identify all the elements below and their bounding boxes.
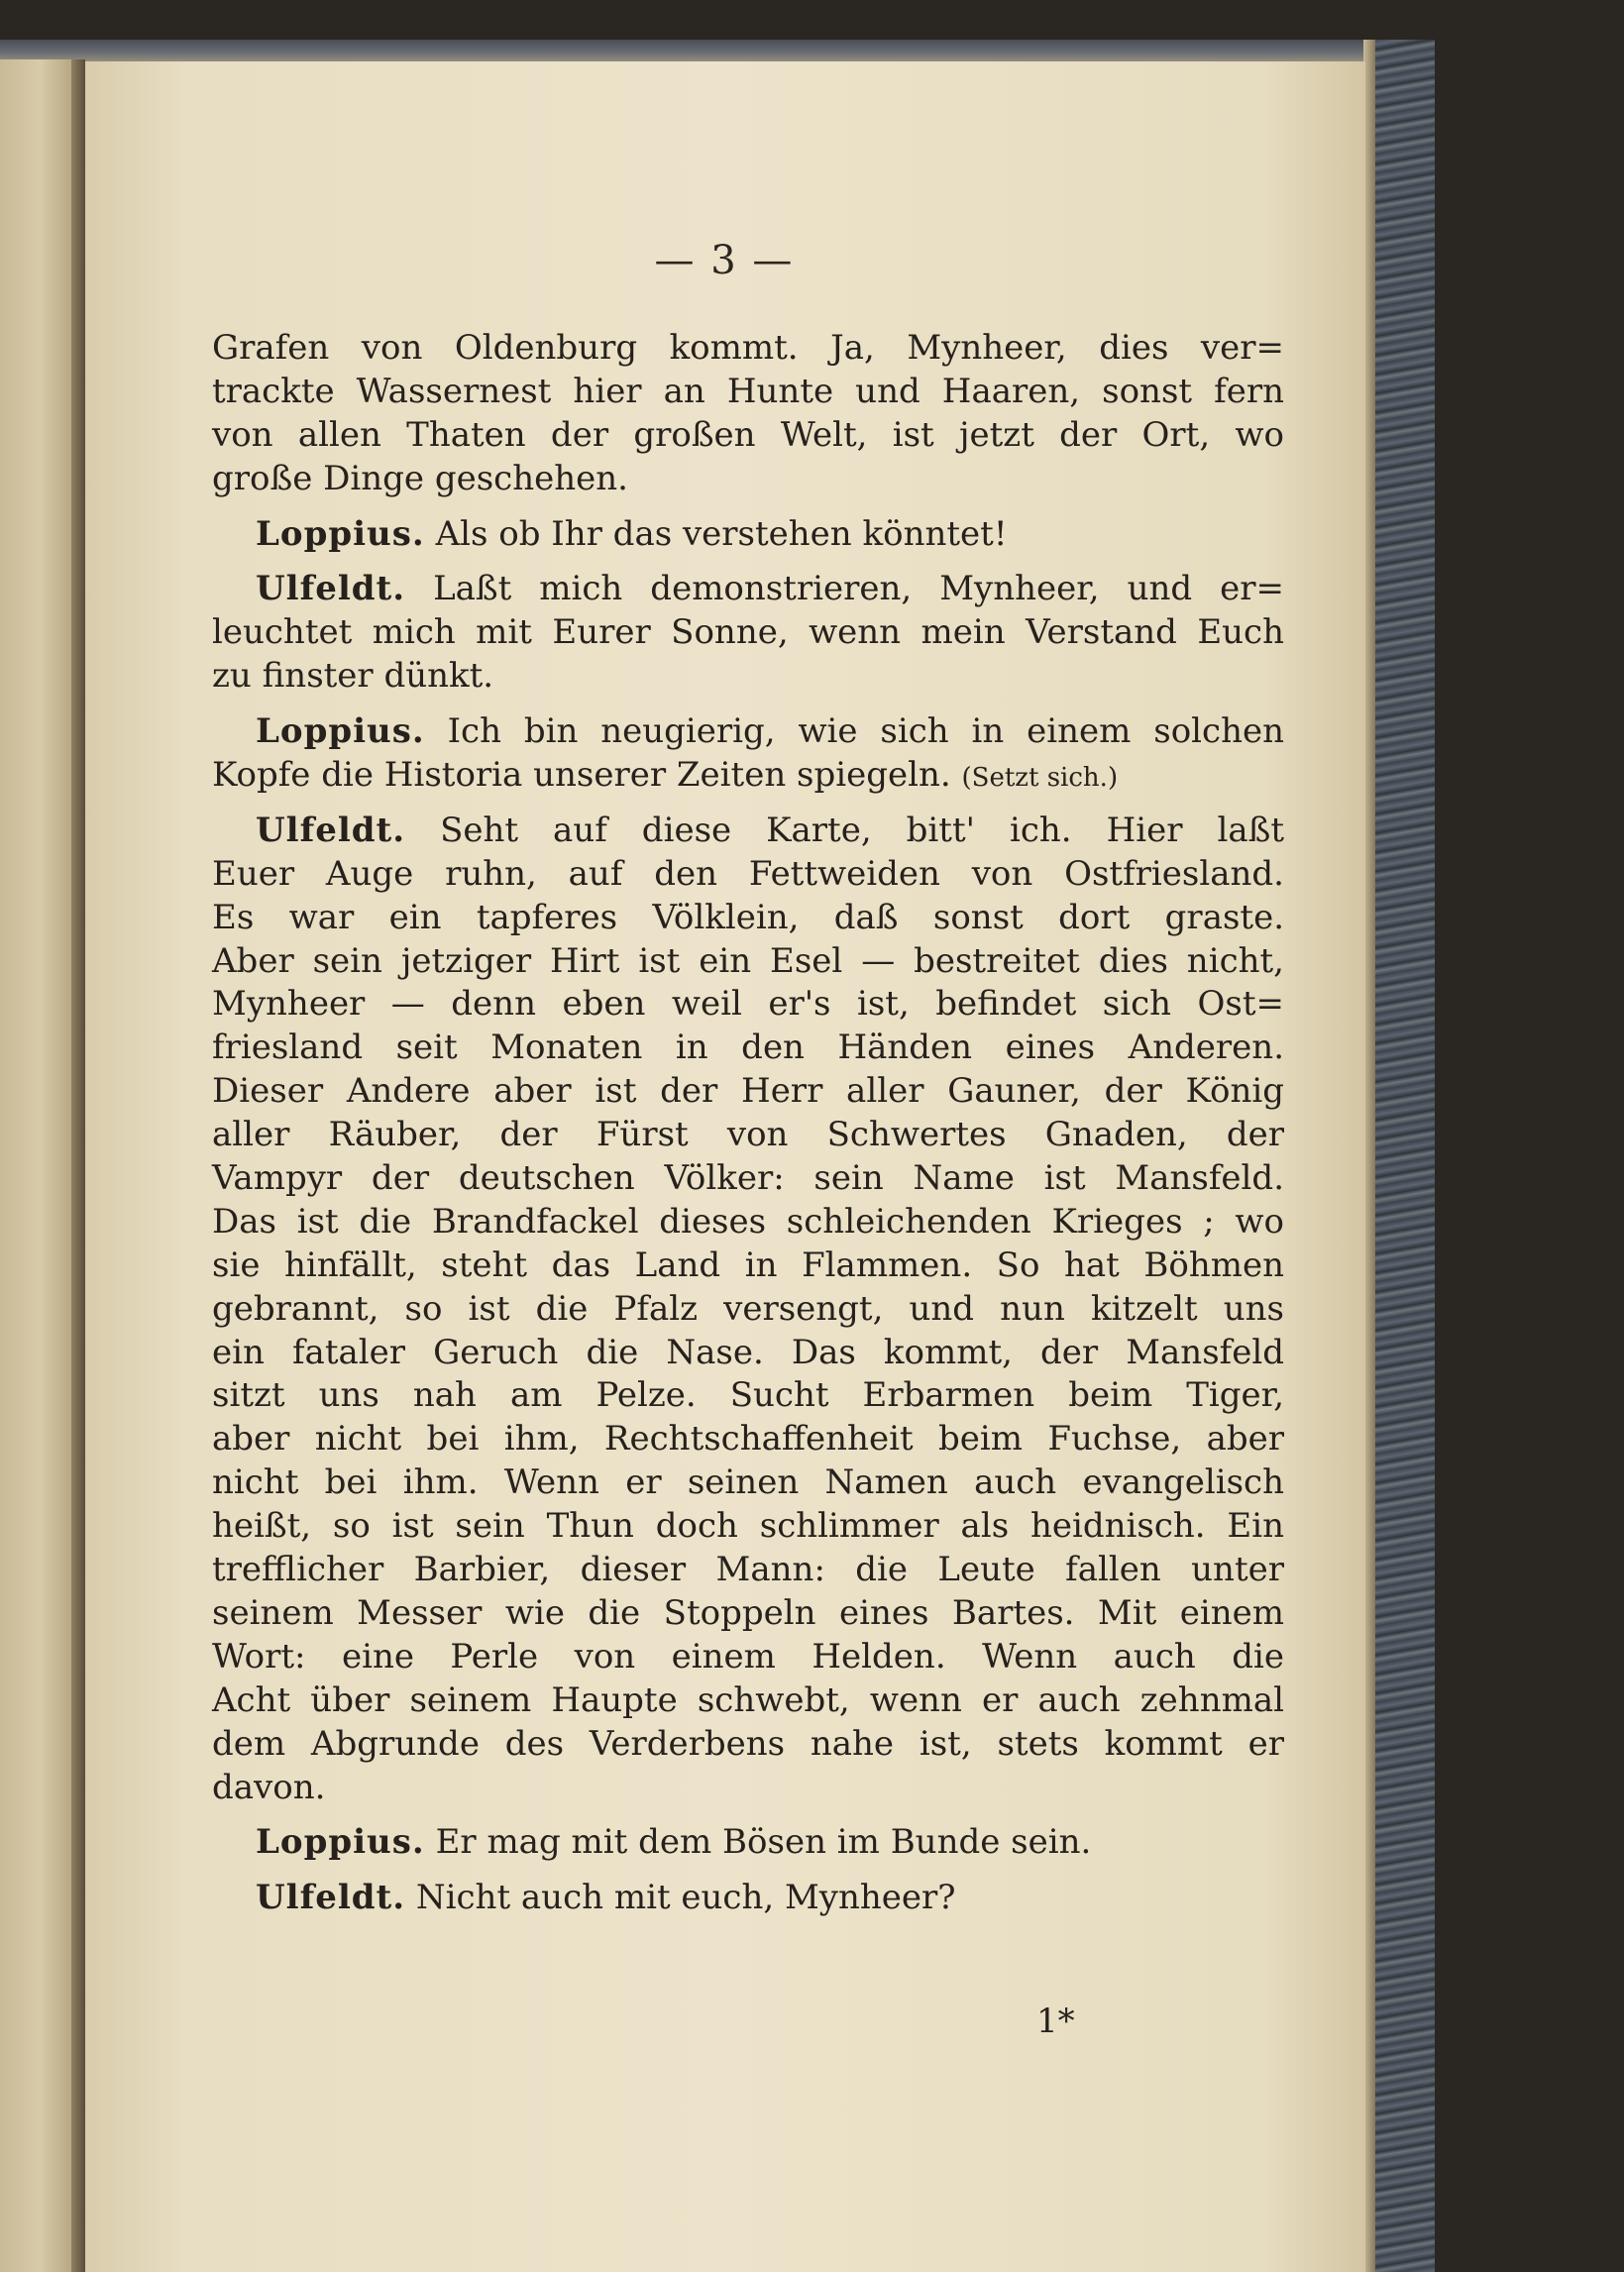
book-page xyxy=(85,61,1365,2272)
text-line: dem Abgrunde des Verderbens nahe ist, stets kommt er xyxy=(212,1723,1284,1764)
text-line: Es war ein tapferes Völklein, daß sonst dort graste. xyxy=(212,897,1284,937)
text-line: zu finster dünkt. xyxy=(212,656,494,697)
text-line: Wort: eine Perle von einem Helden. Wenn auch die xyxy=(212,1636,1284,1677)
speech-text: Seht auf diese Karte, bitt' ich. Hier laßt xyxy=(440,810,1285,850)
speaker-name: Loppius. xyxy=(256,1822,425,1863)
speaker-name: Ulfeldt. xyxy=(256,1878,406,1918)
page-text xyxy=(212,327,1284,1920)
speech-text: Laßt mich demonstrieren, Mynheer, und er= xyxy=(433,569,1284,609)
text-line: Das ist die Brandfackel dieses schleichenden Krieges ; wo xyxy=(212,1201,1284,1242)
dialogue-line xyxy=(212,568,1284,611)
speech-text: Als ob Ihr das verstehen könntet! xyxy=(435,513,1008,554)
speech-text: Kopfe die Historia unserer Zeiten spiegeln. xyxy=(212,755,951,796)
text-line: nicht bei ihm. Wenn er seinen Namen auch evangelisch xyxy=(212,1462,1284,1503)
dialogue-line xyxy=(212,810,1284,853)
dialogue-line xyxy=(212,513,1284,557)
text-line: heißt, so ist sein Thun doch schlimmer als heidnisch. Ein xyxy=(212,1506,1284,1547)
scan-background xyxy=(1435,0,1624,2272)
text-line: sitzt uns nah am Pelze. Sucht Erbarmen beim Tiger, xyxy=(212,1375,1284,1416)
speaker-name: Loppius. xyxy=(256,513,425,554)
text-line: davon. xyxy=(212,1767,326,1807)
text-line: Acht über seinem Haupte schwebt, wenn er auch zehnmal xyxy=(212,1679,1284,1720)
text-line: aller Räuber, der Fürst von Schwertes Gnaden, der xyxy=(212,1115,1284,1155)
text-line: aber nicht bei ihm, Rechtschaffenheit beim Fuchse, aber xyxy=(212,1419,1284,1460)
text-line: von allen Thaten der großen Welt, ist jetzt der Ort, wo xyxy=(212,414,1284,455)
signature-mark: 1* xyxy=(1036,2002,1075,2041)
speech-text: Nicht auch mit euch, Mynheer? xyxy=(415,1878,956,1918)
text-line: leuchtet mich mit Eurer Sonne, wenn mein Verstand Euch xyxy=(212,612,1284,653)
text-line: große Dinge geschehen. xyxy=(212,458,628,498)
page-number: — 3 — xyxy=(654,238,795,283)
text-line: friesland seit Monaten in den Händen eines Anderen. xyxy=(212,1028,1284,1068)
facing-page-edge xyxy=(0,59,71,2272)
dialogue-line xyxy=(212,1821,1284,1865)
dialogue-line xyxy=(212,710,1284,754)
stage-direction: (Setzt sich.) xyxy=(961,763,1119,794)
marbled-book-cover xyxy=(1375,40,1435,2272)
speaker-name: Loppius. xyxy=(256,711,425,752)
text-line: ein fataler Geruch die Nase. Das kommt, der Mansfeld xyxy=(212,1332,1284,1372)
text-line: Dieser Andere aber ist der Herr aller Gauner, der König xyxy=(212,1071,1284,1112)
text-line: trackte Wassernest hier an Hunte und Haaren, sonst fern xyxy=(212,371,1284,411)
speaker-name: Ulfeldt. xyxy=(256,810,406,850)
speaker-name: Ulfeldt. xyxy=(256,569,406,609)
text-line: Euer Auge ruhn, auf den Fettweiden von Ostfriesland. xyxy=(212,853,1284,894)
text-line: sie hinfällt, steht das Land in Flammen. So hat Böhmen xyxy=(212,1244,1284,1285)
text-line: Aber sein jetziger Hirt ist ein Esel — bestreitet dies nicht, xyxy=(212,940,1284,981)
text-line: gebrannt, so ist die Pfalz versengt, und nun kitzelt uns xyxy=(212,1288,1284,1329)
speech-text: Ich bin neugierig, wie sich in einem solchen xyxy=(447,711,1284,752)
dialogue-line xyxy=(212,754,1284,798)
speech-text: Er mag mit dem Bösen im Bunde sein. xyxy=(435,1822,1092,1863)
text-line: Mynheer — denn eben weil er's ist, befindet sich Ost= xyxy=(212,984,1284,1025)
dialogue-line xyxy=(212,1877,1284,1920)
text-line: trefflicher Barbier, dieser Mann: die Leute fallen unter xyxy=(212,1550,1284,1590)
text-line: Grafen von Oldenburg kommt. Ja, Mynheer, dies ver= xyxy=(212,328,1284,368)
book-gutter xyxy=(71,59,85,2272)
text-line: seinem Messer wie die Stoppeln eines Bartes. Mit einem xyxy=(212,1592,1284,1633)
text-line: Vampyr der deutschen Völker: sein Name ist Mansfeld. xyxy=(212,1158,1284,1199)
